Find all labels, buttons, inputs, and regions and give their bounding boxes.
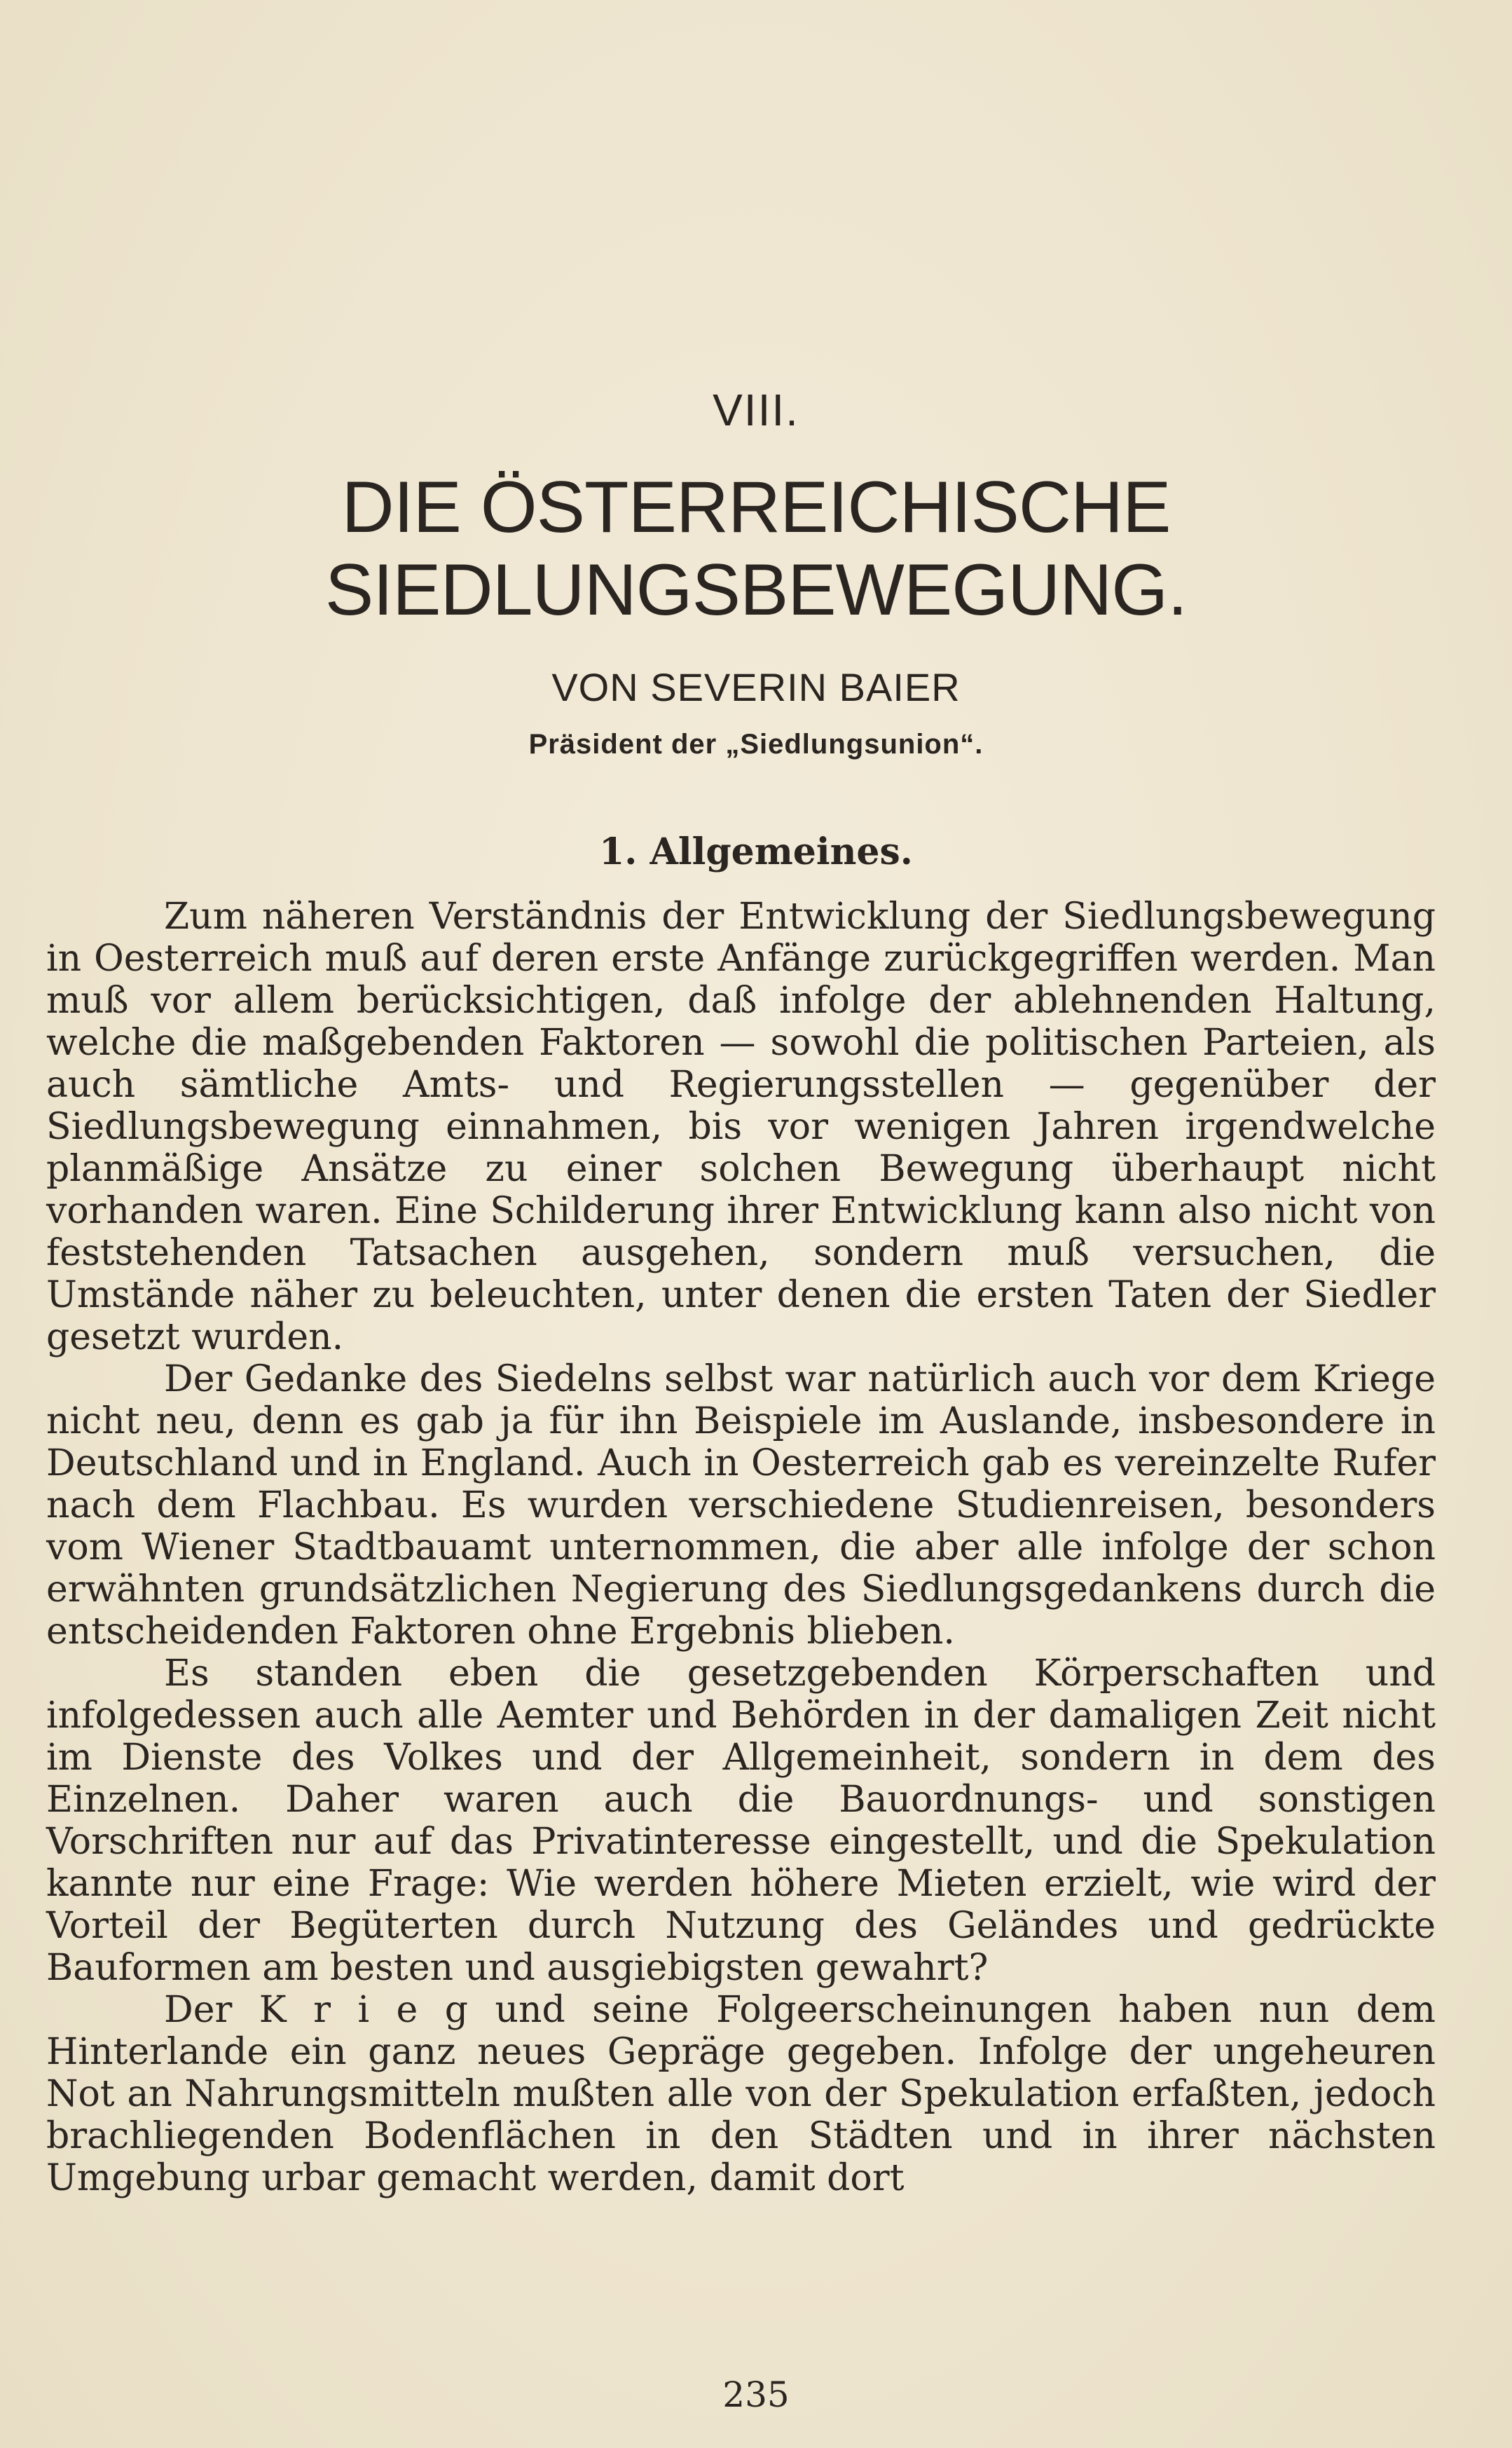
paragraph-3: Es standen eben die gesetzgebenden Körperschaften und infolgedessen auch alle Aemter und Behörden in der damaligen Zeit nicht im Dienste des Volkes und der Allgemeinheit, sondern in dem des Einzelnen. Daher waren auch die Bauordnungs- und sonstigen Vorschriften nur auf das Privatinteresse eingestellt, und die Spekulation kannte nur eine Frage: Wie werden höhere Mieten erzielt, wie wird der Vorteil der Begüterten durch Nutzung des Geländes und gedrückte Bauformen am besten und ausgiebigsten gewahrt? <box>46 1653 1436 1989</box>
chapter-title-line-2: SIEDLUNGSBEWEGUNG. <box>324 549 1188 631</box>
paragraph-4: Der K r i e g und seine Folgeerscheinungen haben nun dem Hinterlande ein ganz neues Gepräge gegeben. Infolge der ungeheuren Not an Nahrungsmitteln mußten alle von der Spekulation erfaßten, jedoch brachliegenden Bodenflächen in den Städten und in ihrer nächsten Umgebung urbar gemacht werden, damit dort <box>46 1989 1436 2199</box>
chapter-title-line-1: DIE ÖSTERREICHISCHE <box>341 467 1171 548</box>
author-line: VON SEVERIN BAIER <box>551 665 961 709</box>
paragraph-2: Der Gedanke des Siedelns selbst war natürlich auch vor dem Kriege nicht neu, denn es gab ja für ihn Beispiele im Auslande, insbesondere in Deutschland und in England. Auch in Oesterreich gab es vereinzelte Rufer nach dem Flachbau. Es wurden verschiedene Studienreisen, besonders vom Wiener Stadtbauamt unternommen, die aber alle infolge der schon erwähnten grundsätzlichen Negierung des Siedlungsgedankens durch die entscheidenden Faktoren ohne Ergebnis blieben. <box>46 1358 1436 1653</box>
page-number: 235 <box>722 2374 790 2415</box>
section-heading: 1. Allgemeines. <box>599 830 913 873</box>
paragraph-1: Zum näheren Verständnis der Entwicklung der Siedlungsbewegung in Oesterreich muß auf deren erste Anfänge zurückgegriffen werden. Man muß vor allem berücksichtigen, daß infolge der ablehnenden Haltung, welche die maßgebenden Faktoren — sowohl die politischen Parteien, als auch sämtliche Amts- und Regierungsstellen — gegenüber der Siedlungsbewegung einnahmen, bis vor wenigen Jahren irgendwelche planmäßige Ansätze zu einer solchen Bewegung überhaupt nicht vorhanden waren. Eine Schilderung ihrer Entwicklung kann also nicht von feststehenden Tatsachen ausgehen, sondern muß versuchen, die Umstände näher zu beleuchten, unter denen die ersten Taten der Siedler gesetzt wurden. <box>46 896 1436 1358</box>
author-affiliation: Präsident der „Siedlungsunion“. <box>528 729 984 760</box>
body-text <box>46 896 1436 2199</box>
chapter-number: VIII. <box>713 385 799 435</box>
chapter-title <box>0 466 1512 631</box>
